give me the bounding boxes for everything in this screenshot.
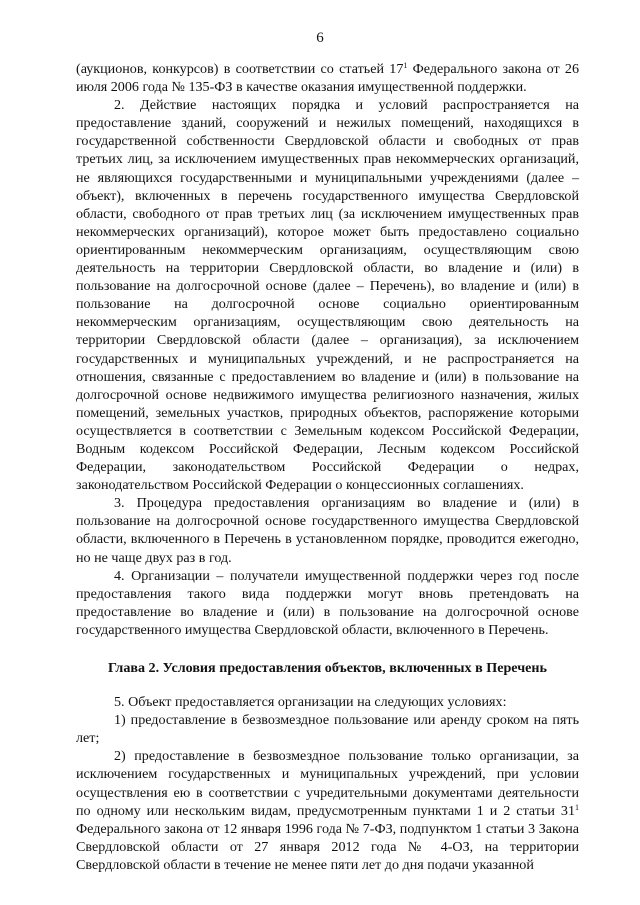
page-number: 6	[316, 30, 324, 46]
paragraph-5-item-2-text: 2) предоставление в безвозмездное пользование только организации, за исключением государственных и муниципальных учреждений, при условии осуществления ею в соответствии с учредительными документами деятельности по одному или нескольким видам, предусмотренным пунктами 1 и 2 статьи 31	[76, 748, 579, 819]
paragraph-intro-rest: Федерального закона от 26 июля 2006 года № 135-ФЗ в качестве оказания имущественной поддержки.	[76, 61, 579, 96]
paragraph-5: 5. Объект предоставляется организации на следующих условиях:	[114, 694, 507, 711]
chapter-heading: Глава 2. Условия предоставления объектов, включенных в Перечень	[108, 660, 547, 676]
paragraph-5-item-2-rest: Федерального закона от 12 января 1996 года № 7-ФЗ, подпунктом 1 статьи 3 Закона Свердловской области от 27 января 2012 года № 4-ОЗ, на территории Свердловской области в течение не менее пяти лет до дня подачи указанной	[76, 820, 579, 873]
paragraph-5-item-1: 1) предоставление в безвозмездное пользование или аренду сроком на пять лет;	[76, 712, 579, 747]
paragraph-2: 2. Действие настоящих порядка и условий распространяется на предоставление зданий, сооружений и нежилых помещений, находящихся в государственной собственности Свердловской области и свободных от прав третьих лиц, за исключением имущественных прав некоммерческих организаций, не являющихся государственными и муниципальными учреждениями (далее – объект), включенных в перечень государственного имущества Свердловской области, свободного от прав третьих лиц (за исключением имущественных прав некоммерческих организаций), которое может быть предоставлено социально ориентированным некоммерческим организациям, осуществляющим свою деятельность на территории Свердловской области, во владение и (или) в пользование на долгосрочной основе (далее – Перечень), во владение и (или) в пользование на долгосрочной основе социально ориентированным некоммерческим организациям, осуществляющим свою деятельность на территории Свердловской области (далее – организация), за исключением государственных и муниципальных учреждений, и не распространяется на отношения, связанные с предоставлением во владение и (или) в пользование на долгосрочной основе недвижимого имущества религиозного назначения, жилых помещений, земельных участков, природных объектов, распоряжение которыми осуществляется в соответствии с Земельным кодексом Российской Федерации, Водным кодексом Российской Федерации, Лесным кодексом Российской Федерации, законодательством Российской Федерации о недрах, законодательством Российской Федерации о концессионных соглашениях.	[76, 97, 579, 494]
paragraph-3: 3. Процедура предоставления организациям во владение и (или) в пользование на долгосрочной основе государственного имущества Свердловской области, включенного в Перечень в установленном порядке, проводится ежегодно, но не чаще двух раз в год.	[76, 495, 579, 566]
paragraph-intro	[76, 60, 579, 96]
superscript-5-item-2: 1	[575, 802, 579, 812]
superscript-intro: 1	[403, 61, 408, 70]
paragraph-5-item-2	[76, 747, 579, 874]
paragraph-4: 4. Организации – получатели имущественной поддержки через год после предоставления такого вида поддержки могут вновь претендовать на предоставление во владение и (или) в пользование на долгосрочной основе государственного имущества Свердловской области, включенного в Перечень.	[76, 567, 579, 638]
paragraph-intro-text: (аукционов, конкурсов) в соответствии со статьей 17	[76, 61, 404, 77]
document-body	[76, 60, 579, 874]
